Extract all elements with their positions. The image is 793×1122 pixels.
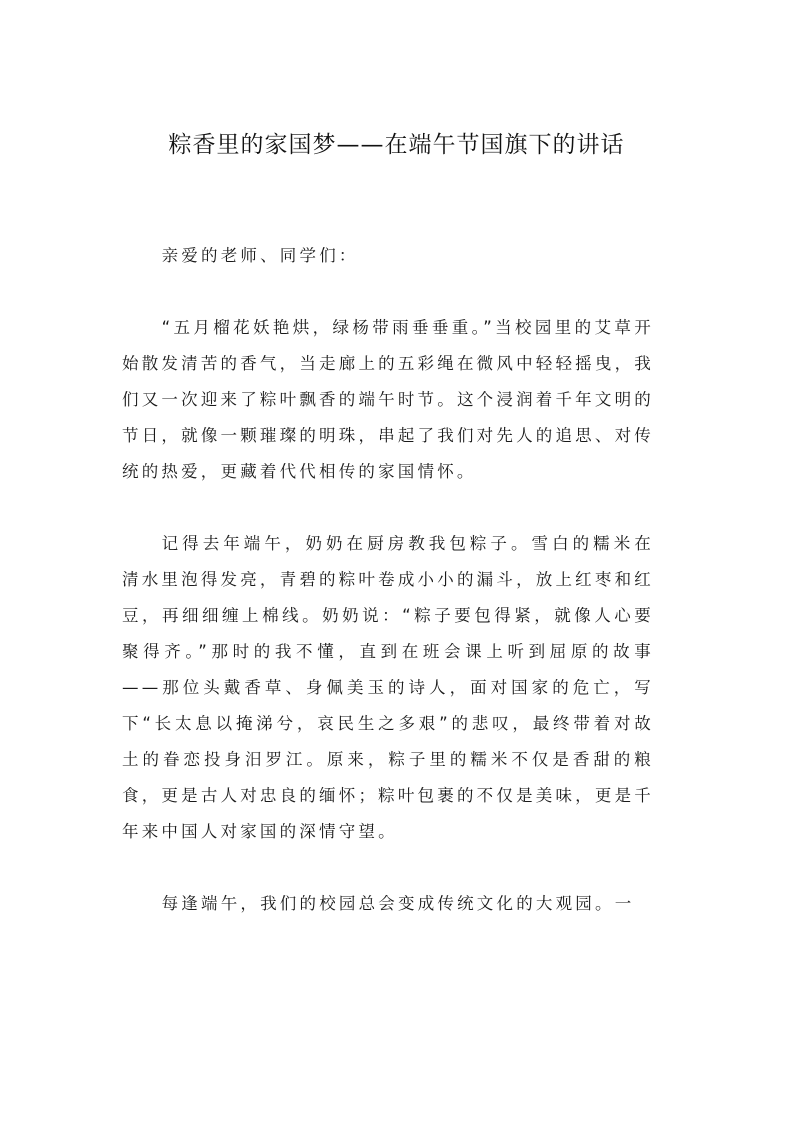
paragraph-2: 记得去年端午，奶奶在厨房教我包粽子。雪白的糯米在清水里泡得发亮，青碧的粽叶卷成小小的漏斗，放上红枣和红豆，再细细缠上棉线。奶奶说：“粽子要包得紧，就像人心要聚得齐。”那时的我不懂，直到在班会课上听到屈原的故事——那位头戴香草、身佩美玉的诗人，面对国家的危亡，写下“长太息以掩涕兮，哀民生之多艰”的悲叹，最终带着对故土的眷恋投身汨罗江。原来，粽子里的糯米不仅是香甜的粮食，更是古人对忠良的缅怀；粽叶包裹的不仅是美味，更是千年来中国人对家国的深情守望。 [122, 534, 654, 841]
paragraph-3: 每逢端午，我们的校园总会变成传统文化的大观园。一 [161, 894, 635, 913]
document-title: 粽香里的家国梦——在端午节国旗下的讲话 [168, 132, 625, 158]
salutation: 亲爱的老师、同学们： [161, 246, 359, 265]
paragraph-1: “五月榴花妖艳烘，绿杨带雨垂垂重。”当校园里的艾草开始散发清苦的香气，当走廊上的五彩绳在微风中轻轻摇曳，我们又一次迎来了粽叶飘香的端午时节。这个浸润着千年文明的节日，就像一颗璀璨的明珠，串起了我们对先人的追思、对传统的热爱，更藏着代代相传的家国情怀。 [122, 318, 654, 481]
document-body [122, 238, 654, 958]
